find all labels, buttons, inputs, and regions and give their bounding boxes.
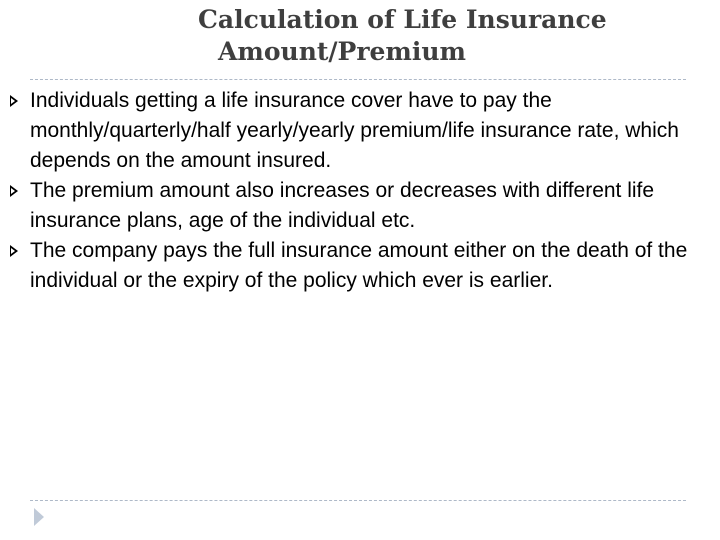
bullet-triangle-icon (10, 185, 18, 197)
bullet-triangle-icon (10, 245, 18, 257)
bullet-list (0, 86, 720, 296)
bullet-item-1 (0, 86, 720, 176)
bottom-dashed-divider (30, 500, 686, 501)
top-dashed-divider (30, 79, 686, 80)
bullet-triangle-icon (10, 95, 18, 107)
slide-title-line-1: Calculation of Life Insurance (198, 5, 607, 34)
bullet-text-2: The premium amount also increases or decreases with different life insurance plans, age of the individual etc. (30, 179, 655, 232)
next-slide-arrow-icon[interactable] (34, 508, 44, 526)
bullet-item-2 (0, 176, 720, 236)
slide-title (0, 4, 720, 68)
slide-title-line-2: Amount/Premium (218, 37, 467, 66)
bullet-item-3 (0, 236, 720, 296)
bullet-text-3: The company pays the full insurance amount either on the death of the individual or the expiry of the policy which ever is earlier. (30, 239, 688, 292)
bullet-text-1: Individuals getting a life insurance cover have to pay the monthly/quarterly/half yearly/yearly premium/life insurance rate, which depends on the amount insured. (30, 89, 679, 172)
